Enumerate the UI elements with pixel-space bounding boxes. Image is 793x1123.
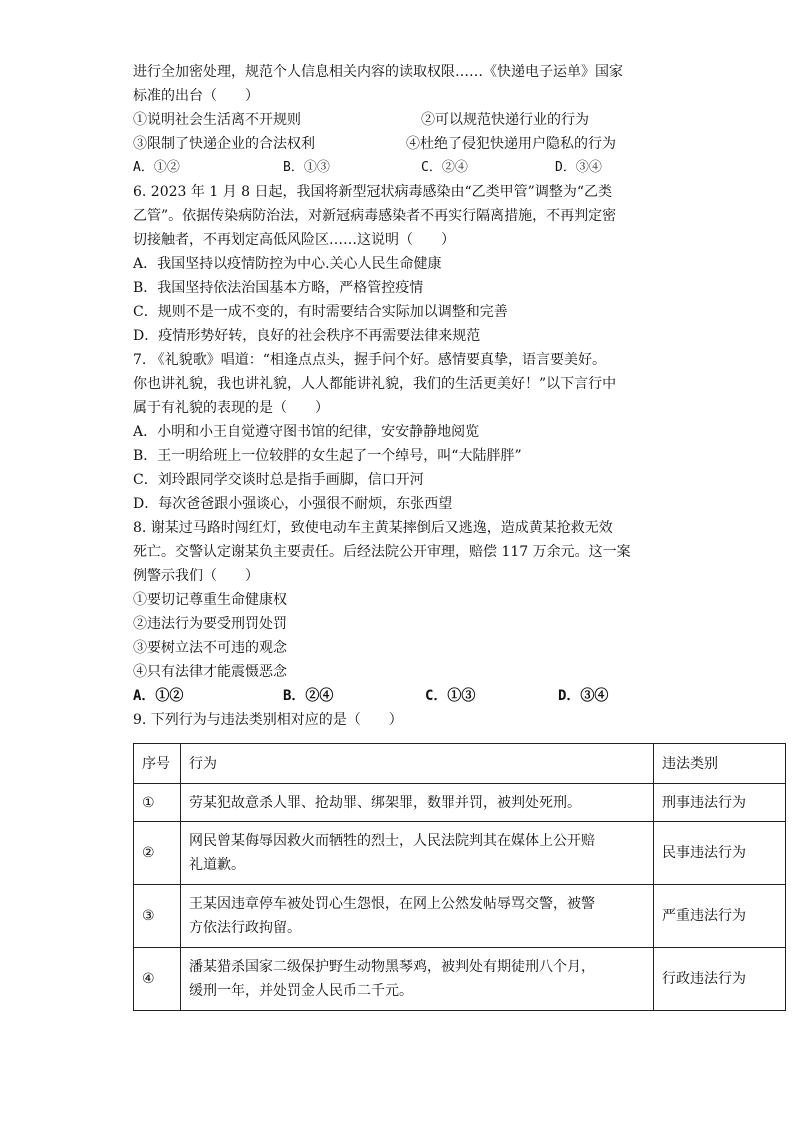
q5-option-2: ②可以规范快递行业的行为 — [421, 112, 589, 128]
q5-options-row2 — [133, 132, 693, 156]
row-index: ① — [134, 784, 181, 822]
row-category: 刑事违法行为 — [654, 784, 786, 822]
q8-choices — [133, 684, 693, 708]
violation-table — [133, 743, 786, 1011]
table-row — [134, 948, 786, 1011]
q7-option-c[interactable]: C．刘玲跟同学交谈时总是指手画脚，信口开河 — [133, 472, 424, 488]
q6-stem-line3: 切接触者，不再划定高低风险区……这说明（ ） — [133, 232, 455, 248]
q7-option-a[interactable]: A．小明和小王自觉遵守图书馆的纪律，安安静静地阅览 — [133, 424, 480, 440]
row-index: ② — [134, 822, 181, 885]
q8-choice-c[interactable]: C．①③ — [425, 688, 476, 704]
q8-stem-line1: 8. 谢某过马路时闯红灯，致使电动车主黄某摔倒后又逃逸，造成黄某抢救无效 — [133, 520, 613, 536]
row-behavior-line: 潘某猎杀国家二级保护野生动物黑琴鸡，被判处有期徒刑八个月， — [189, 959, 595, 975]
table-row — [134, 822, 786, 885]
row-behavior-line: 方依法行政拘留。 — [189, 920, 301, 936]
row-behavior-line: 网民曾某侮辱因救火而牺牲的烈士，人民法院判其在媒体上公开赔 — [189, 833, 595, 849]
q6-option-a[interactable]: A．我国坚持以疫情防控为中心.关心人民生命健康 — [133, 256, 442, 272]
header-behavior: 行为 — [181, 744, 654, 784]
q8-statement-1: ①要切记尊重生命健康权 — [133, 592, 287, 608]
q5-option-4: ④杜绝了侵犯快递用户隐私的行为 — [406, 136, 616, 152]
q8-choice-d[interactable]: D．③④ — [558, 688, 609, 704]
q5-choices — [133, 156, 693, 180]
row-index: ③ — [134, 885, 181, 948]
table-row — [134, 784, 786, 822]
q8-statement-3: ③要树立法不可违的观念 — [133, 640, 287, 656]
q7-stem-line3: 属于有礼貌的表现的是（ ） — [133, 400, 329, 416]
q7-stem-line1: 7. 《礼貌歌》唱道：“相逢点点头，握手问个好。感情要真挚，语言要美好。 — [133, 352, 606, 368]
q7-option-b[interactable]: B．王一明给班上一位较胖的女生起了一个绰号，叫“大陆胖胖” — [133, 448, 522, 464]
q6-option-c[interactable]: C．规则不是一成不变的，有时需要结合实际加以调整和完善 — [133, 304, 508, 320]
row-behavior-line: 礼道歉。 — [189, 857, 245, 873]
q8-statement-4: ④只有法律才能震慑恶念 — [133, 664, 287, 680]
q5-choice-d[interactable]: D．③④ — [555, 160, 602, 175]
q5-option-1: ①说明社会生活离不开规则 — [133, 112, 301, 128]
q8-statement-2: ②违法行为要受刑罚处罚 — [133, 616, 287, 632]
header-index: 序号 — [134, 744, 181, 784]
table-row — [134, 885, 786, 948]
row-behavior-line: 缓刑一年，并处罚金人民币二千元。 — [189, 983, 413, 999]
q7-stem-line2: 你也讲礼貌，我也讲礼貌，人人都能讲礼貌，我们的生活更美好！”以下言行中 — [133, 376, 617, 392]
table-header-row — [134, 744, 786, 784]
q8-stem-line3: 例警示我们（ ） — [133, 568, 259, 584]
q5-stem-line1: 进行全加密处理，规范个人信息相关内容的读取权限……《快递电子运单》国家 — [133, 64, 623, 80]
q5-choice-c[interactable]: C．②④ — [421, 160, 468, 175]
q8-choice-b[interactable]: B．②④ — [283, 688, 334, 704]
q5-options-row1 — [133, 108, 693, 132]
header-category: 违法类别 — [654, 744, 786, 784]
exam-page — [133, 60, 693, 732]
q6-stem-line1: 6. 2023 年 1 月 8 日起，我国将新型冠状病毒感染由“乙类甲管”调整为“乙类 — [133, 184, 612, 200]
q5-choice-b[interactable]: B．①③ — [283, 160, 330, 175]
row-behavior — [181, 948, 654, 1011]
q8-choice-a[interactable]: A．①② — [133, 688, 184, 704]
q5-option-3: ③限制了快递企业的合法权利 — [133, 136, 315, 152]
q8-stem-line2: 死亡。交警认定谢某负主要责任。后经法院公开审理，赔偿 117 万余元。这一案 — [133, 544, 631, 560]
row-category: 行政违法行为 — [654, 948, 786, 1011]
q6-stem-line2: 乙管”。依据传染病防治法，对新冠病毒感染者不再实行隔离措施，不再判定密 — [133, 208, 617, 224]
row-index: ④ — [134, 948, 181, 1011]
q6-option-d[interactable]: D．疫情形势好转，良好的社会秩序不再需要法律来规范 — [133, 328, 481, 344]
row-behavior — [181, 885, 654, 948]
row-category: 民事违法行为 — [654, 822, 786, 885]
row-category: 严重违法行为 — [654, 885, 786, 948]
row-behavior-line: 劳某犯故意杀人罪、抢劫罪、绑架罪，数罪并罚，被判处死刑。 — [189, 794, 581, 811]
q7-option-d[interactable]: D．每次爸爸跟小强谈心，小强很不耐烦，东张西望 — [133, 496, 453, 512]
row-behavior-line: 王某因违章停车被处罚心生怨恨，在网上公然发帖辱骂交警，被警 — [189, 896, 595, 912]
row-behavior — [181, 784, 654, 822]
q5-choice-a[interactable]: A．①② — [133, 160, 180, 175]
q6-option-b[interactable]: B．我国坚持依法治国基本方略，严格管控疫情 — [133, 280, 424, 296]
q9-stem: 9. 下列行为与违法类别相对应的是（ ） — [133, 712, 403, 728]
row-behavior — [181, 822, 654, 885]
q5-stem-line2: 标准的出台（ ） — [133, 88, 259, 104]
